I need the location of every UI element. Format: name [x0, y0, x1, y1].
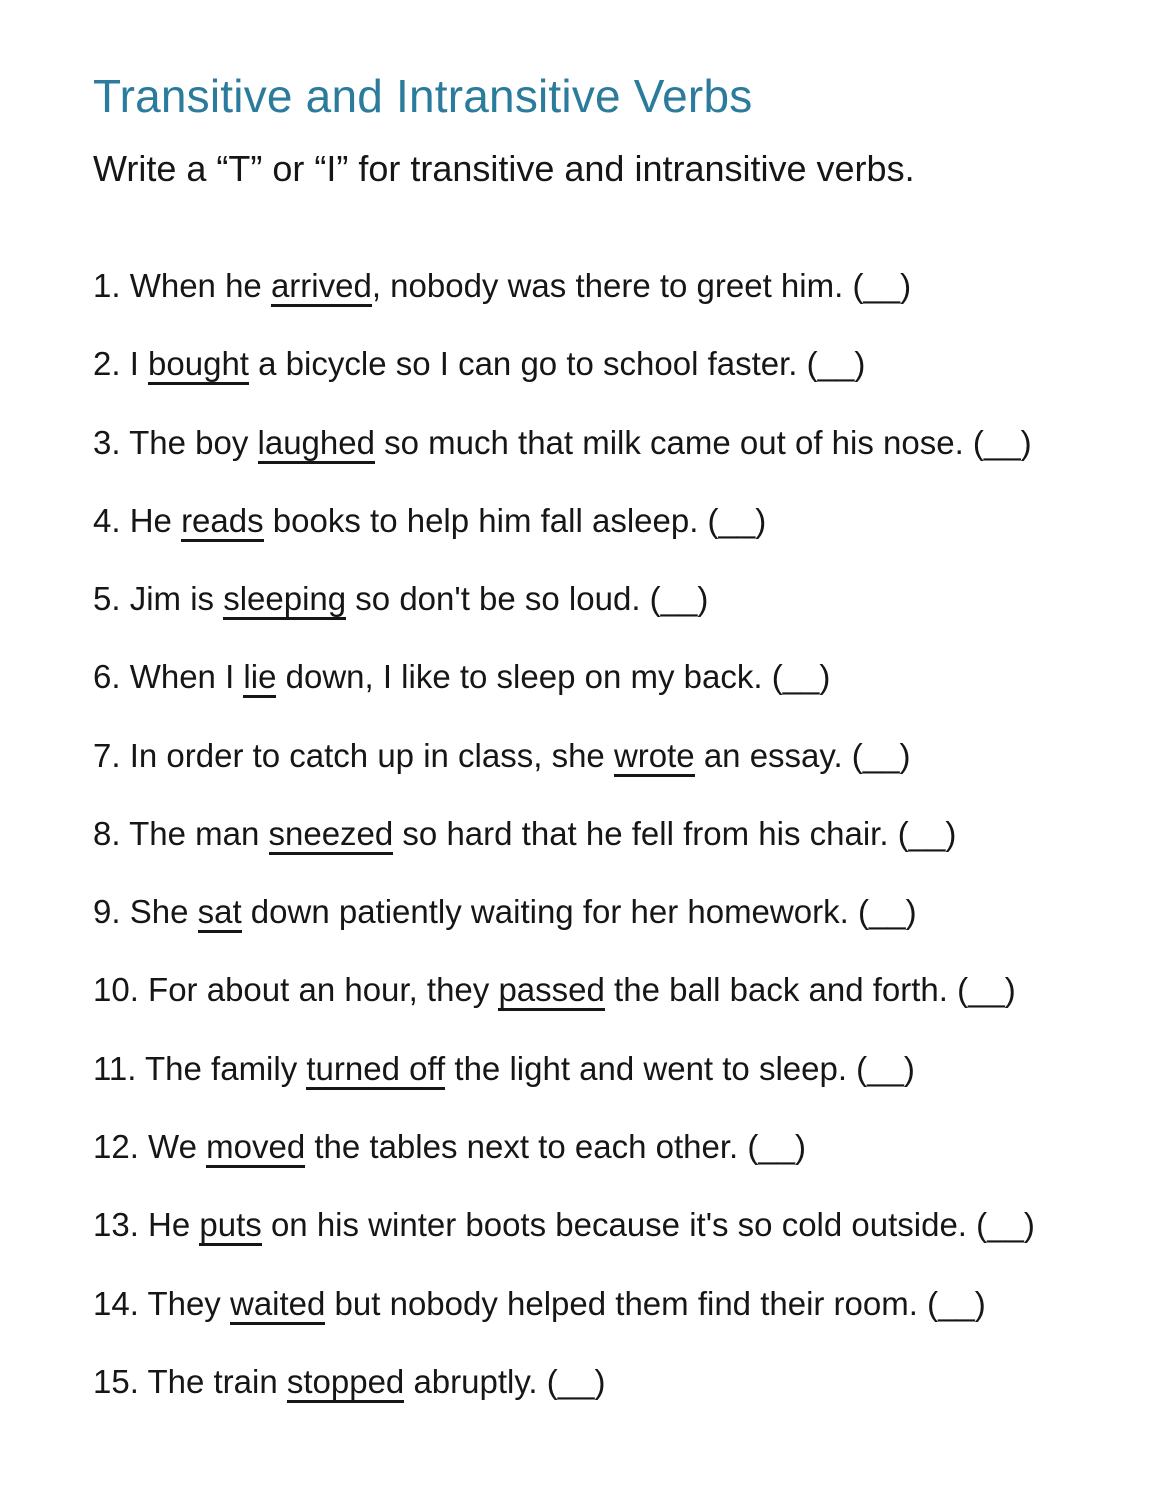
instructions-text: Write a “T” or “I” for transitive and intransitive verbs. [93, 147, 915, 189]
item-text-pre: He [138, 1206, 200, 1244]
worksheet-item [93, 1206, 1108, 1244]
worksheet-item [93, 971, 1108, 1009]
item-number: 5. [93, 580, 121, 618]
item-text-pre: For about an hour, they [138, 971, 499, 1009]
answer-blank: (__) [707, 501, 767, 539]
item-text-post: abruptly. [404, 1362, 547, 1400]
worksheet-item [93, 267, 1108, 305]
item-text-post: so hard that he fell from his chair. [393, 814, 898, 852]
item-text-post: the light and went to sleep. [445, 1049, 857, 1087]
page-title: Transitive and Intransitive Verbs [93, 70, 753, 122]
worksheet-item-list [93, 267, 1108, 1401]
answer-blank: (__) [771, 658, 831, 696]
worksheet-item [93, 345, 1108, 383]
item-number: 1. [93, 267, 121, 305]
item-number: 7. [93, 736, 121, 774]
underlined-verb: sat [198, 893, 242, 933]
item-number: 11. [93, 1049, 137, 1087]
underlined-verb: waited [230, 1285, 325, 1325]
answer-blank: (__) [857, 893, 917, 931]
underlined-verb: passed [498, 971, 604, 1011]
answer-blank: (__) [851, 736, 911, 774]
underlined-verb: turned off [306, 1050, 445, 1090]
answer-blank: (__) [806, 345, 866, 383]
item-text-post: a bicycle so I can go to school faster. [248, 345, 807, 383]
item-text-post: , nobody was there to greet him. [371, 267, 853, 305]
answer-blank: (__) [852, 267, 912, 305]
item-number: 13. [93, 1206, 139, 1244]
worksheet-item [93, 1128, 1108, 1166]
item-text-post: an essay. [694, 736, 852, 774]
worksheet-item [93, 658, 1108, 696]
worksheet-item [93, 893, 1108, 931]
item-text-pre: When I [120, 658, 244, 696]
worksheet-item [93, 502, 1108, 540]
item-text-post: on his winter boots because it's so cold outside. [261, 1206, 977, 1244]
item-number: 8. [93, 814, 121, 852]
item-number: 9. [93, 893, 121, 931]
worksheet-item [93, 1363, 1108, 1401]
underlined-verb: bought [148, 345, 249, 385]
item-text-post: so don't be so loud. [346, 580, 650, 618]
item-text-pre: The man [120, 814, 269, 852]
item-number: 14. [93, 1284, 139, 1322]
item-text-pre: They [138, 1284, 230, 1322]
item-text-pre: The train [138, 1362, 287, 1400]
underlined-verb: moved [206, 1128, 305, 1168]
item-text-post: but nobody helped them find their room. [325, 1284, 928, 1322]
item-text-post: books to help him fall asleep. [263, 501, 708, 539]
underlined-verb: sneezed [269, 815, 394, 855]
item-text-post: down patiently waiting for her homework. [241, 893, 858, 931]
item-number: 10. [93, 971, 139, 1009]
underlined-verb: reads [181, 502, 264, 542]
item-text-pre: The family [136, 1049, 307, 1087]
underlined-verb: lie [243, 658, 276, 698]
item-text-pre: She [120, 893, 198, 931]
item-text-post: down, I like to sleep on my back. [276, 658, 772, 696]
worksheet-item [93, 815, 1108, 853]
item-text-pre: Jim is [120, 580, 224, 618]
worksheet-item [93, 580, 1108, 618]
underlined-verb: puts [199, 1206, 261, 1246]
answer-blank: (__) [957, 971, 1016, 1009]
worksheet-item [93, 1050, 1108, 1088]
worksheet-item [93, 1285, 1108, 1323]
underlined-verb: wrote [614, 737, 695, 777]
item-text-pre: He [120, 501, 182, 539]
answer-blank: (__) [897, 814, 957, 852]
worksheet-item [93, 737, 1108, 775]
underlined-verb: sleeping [223, 580, 346, 620]
item-number: 2. [93, 345, 121, 383]
item-number: 6. [93, 658, 121, 696]
item-text-pre: In order to catch up in class, she [120, 736, 614, 774]
underlined-verb: laughed [258, 424, 375, 464]
answer-blank: (__) [747, 1127, 807, 1165]
item-text-pre: When he [120, 267, 271, 305]
item-number: 12. [93, 1127, 139, 1165]
item-text-pre: I [120, 345, 149, 383]
answer-blank: (__) [927, 1284, 986, 1322]
underlined-verb: arrived [271, 267, 372, 307]
item-number: 3. [93, 423, 121, 461]
item-text-post: the tables next to each other. [305, 1127, 748, 1165]
answer-blank: (__) [649, 580, 709, 618]
item-number: 4. [93, 501, 121, 539]
answer-blank: (__) [856, 1049, 915, 1087]
item-text-pre: The boy [120, 423, 258, 461]
worksheet-item [93, 424, 1108, 462]
underlined-verb: stopped [287, 1363, 404, 1403]
item-text-pre: We [138, 1127, 207, 1165]
item-text-post: so much that milk came out of his nose. [374, 423, 973, 461]
answer-blank: (__) [972, 423, 1032, 461]
answer-blank: (__) [976, 1206, 1035, 1244]
answer-blank: (__) [546, 1362, 606, 1400]
item-number: 15. [93, 1362, 139, 1400]
item-text-post: the ball back and forth. [604, 971, 958, 1009]
